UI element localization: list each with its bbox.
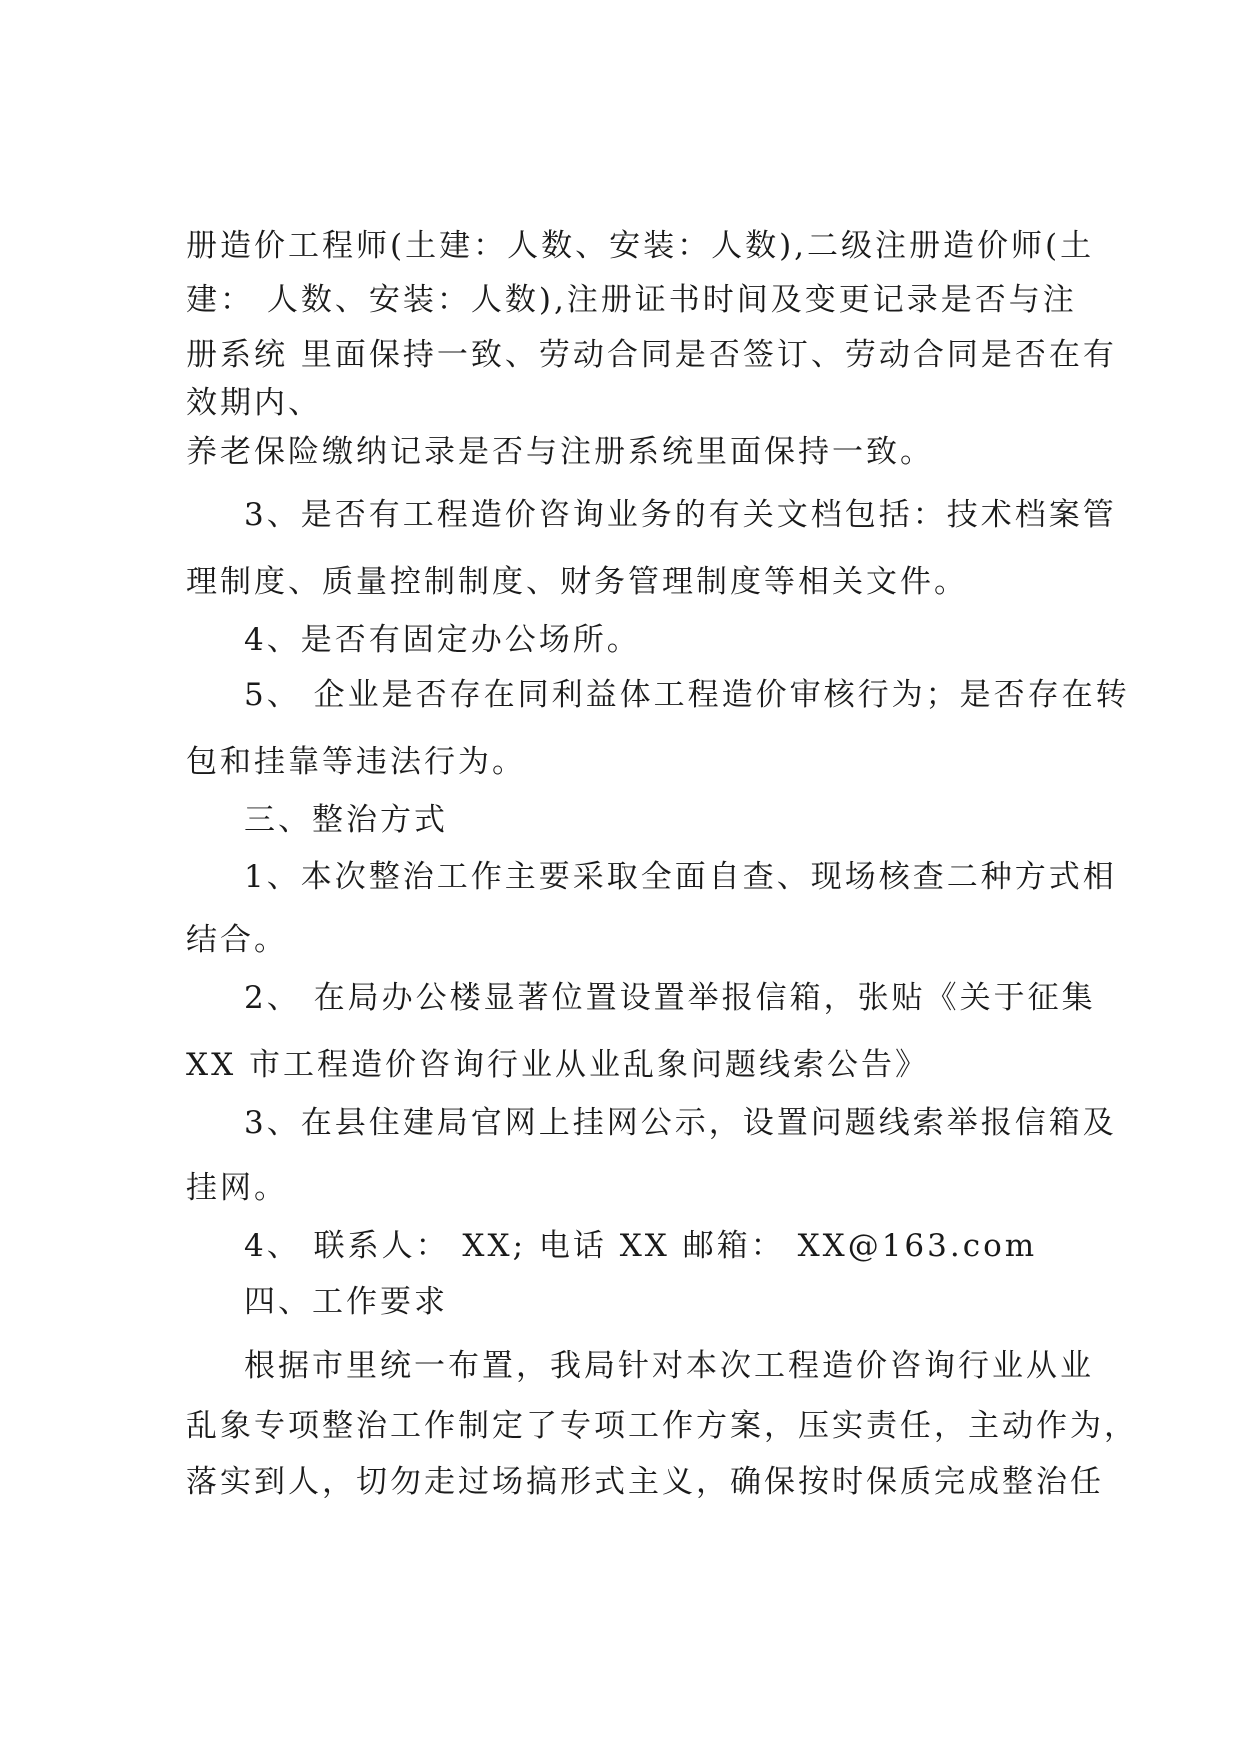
text-line: 5、 企业是否存在同利益体工程造价审核行为；是否存在转 — [244, 677, 1130, 713]
text-line: 理制度、质量控制制度、财务管理制度等相关文件。 — [186, 564, 968, 600]
text-line: 养老保险缴纳记录是否与注册系统里面保持一致。 — [186, 434, 934, 470]
section-heading: 四、工作要求 — [244, 1284, 448, 1320]
text-line: XX 市工程造价咨询行业从业乱象问题线索公告》 — [186, 1047, 929, 1083]
contact-line: 4、 联系人： XX; 电话 XX 邮箱： XX@163.com — [244, 1228, 1038, 1264]
section-heading: 三、整治方式 — [244, 802, 448, 838]
text-line: 建： 人数、安装：人数),注册证书时间及变更记录是否与注 — [186, 282, 1077, 318]
text-line: 册系统 里面保持一致、劳动合同是否签订、劳动合同是否在有 — [186, 337, 1117, 373]
text-line: 效期内、 — [186, 385, 322, 421]
text-line: 册造价工程师(土建：人数、安装：人数),二级注册造价师(土 — [186, 228, 1095, 264]
text-line: 3、是否有工程造价咨询业务的有关文档包括：技术档案管 — [244, 497, 1117, 533]
text-line: 4、是否有固定办公场所。 — [244, 622, 641, 658]
text-line: 2、 在局办公楼显著位置设置举报信箱，张贴《关于征集 — [244, 980, 1096, 1016]
text-line: 乱象专项整治工作制定了专项工作方案，压实责任，主动作为， — [186, 1408, 1138, 1444]
text-line: 落实到人，切勿走过场搞形式主义，确保按时保质完成整治任 — [186, 1464, 1104, 1500]
text-line: 挂网。 — [186, 1170, 288, 1206]
text-line: 结合。 — [186, 922, 288, 958]
text-line: 包和挂靠等违法行为。 — [186, 744, 526, 780]
text-line: 1、本次整治工作主要采取全面自查、现场核查二种方式相 — [244, 859, 1117, 895]
text-line: 3、在县住建局官网上挂网公示，设置问题线索举报信箱及 — [244, 1105, 1117, 1141]
text-line: 根据市里统一布置，我局针对本次工程造价咨询行业从业 — [244, 1348, 1094, 1384]
